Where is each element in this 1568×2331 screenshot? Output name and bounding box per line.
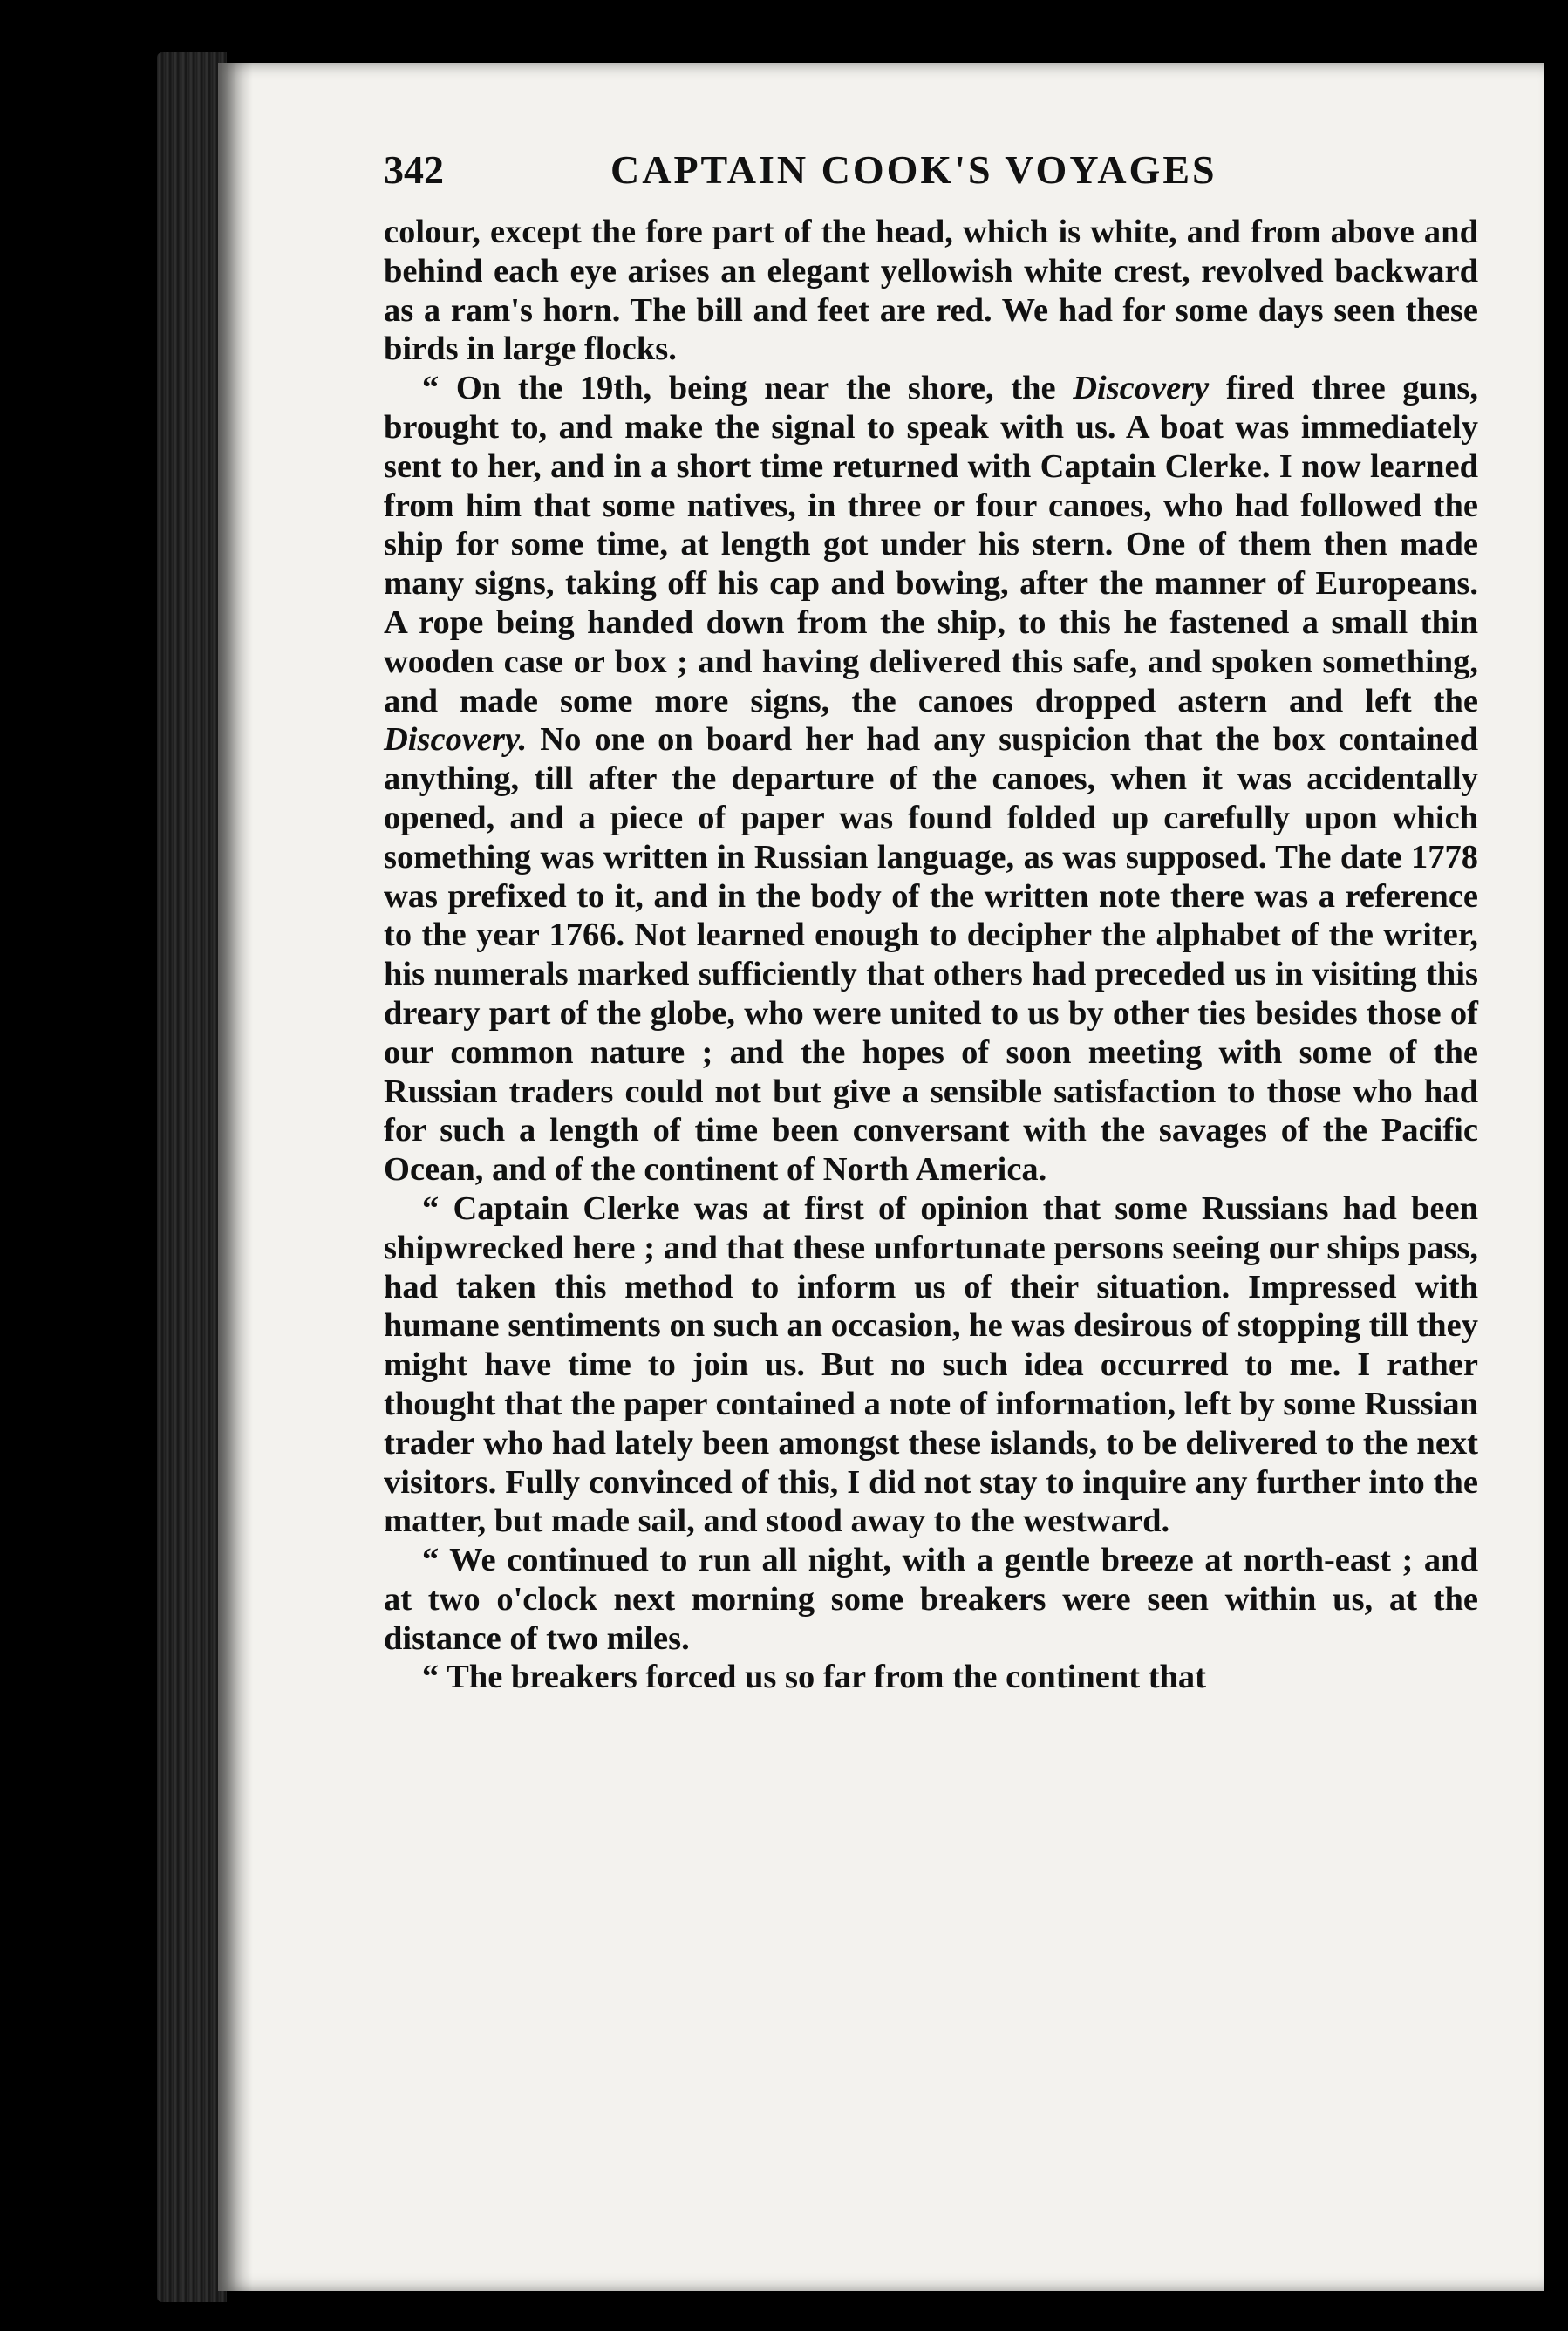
page-header: [384, 147, 1474, 208]
body-text: [384, 213, 1478, 1697]
paragraph-captain-clerke: [384, 1189, 1478, 1541]
ship-name-italic: Discovery.: [384, 721, 528, 759]
text-run: No one on board her had any suspicion that the box contained anything, till after the departure of the canoes, when it was accidentally opened, and a piece of paper was found folded up carefully upon which something was written in Russian language, as was supposed. The date 1778 was prefixed to it, and in the body of the written note there was a reference to the year 1766. Not learned enough to decipher the alphabet of the writer, his numerals marked sufficiently that others had preceded us in visiting this dreary part of the globe, who were united to us by other ties besides those of our common nature ; and the hopes of soon meeting with some of the Russian traders could not but give a sensible satisfaction to those who had for such a length of time been conversant with the savages of the Pacific Ocean, and of the continent of North America.: [384, 721, 1478, 1189]
text-run: fired three guns, brought to, and make the signal to speak with us. A boat was immediately sent to her, and in a short time returned with Captain Clerke. I now learned from him that some natives, in three or four canoes, who had followed the ship for some time, at length got under his stern. One of them then made many signs, taking off his cap and bowing, after the manner of Europeans. A rope being handed down from the ship, to this he fastened a small thin wooden case or box ; and having delivered this safe, and spoken something, and made some more signs, the canoes dropped astern and left the: [384, 370, 1478, 719]
text-run: “ The breakers forced us so far from the continent that: [422, 1659, 1206, 1696]
ship-name-italic: Discovery: [1073, 370, 1210, 407]
gutter-shadow: [218, 63, 253, 2291]
text-run: “ On the 19th, being near the shore, the: [422, 370, 1074, 407]
text-run: “ We continued to run all night, with a gentle breeze at north-east ; and at two o'clock next morning some breakers were seen within us, at the distance of two miles.: [384, 1542, 1478, 1657]
paragraph-breakers: [384, 1658, 1478, 1697]
page-number: 342: [384, 147, 444, 192]
paragraph-discovery-signal: [384, 369, 1478, 1189]
paragraph-continuation: [384, 213, 1478, 369]
text-run: “ Captain Clerke was at first of opinion that some Russians had been shipwrecked here ; and that these unfortunate persons seeing our ships pass, had taken this method to inform us of their situation. Impressed with humane sentiments on such an occasion, he was desirous of stopping till they might have time to join us. But no such idea occurred to me. I rather thought that the paper contained a note of information, left by some Russian trader who had lately been amongst these islands, to be delivered to the next visitors. Fully convinced of this, I did not stay to inquire any further into the matter, but made sail, and stood away to the westward.: [384, 1189, 1478, 1540]
paragraph-night-run: [384, 1541, 1478, 1658]
book-page: [218, 63, 1544, 2291]
book-edge: [157, 52, 227, 2302]
text-run: colour, except the fore part of the head, which is white, and from above and behind each eye arises an elegant yellowish white crest, revolved backward as a ram's horn. The bill and feet are red. We had for some days seen these birds in large flocks.: [384, 214, 1478, 368]
running-title: CAPTAIN COOK'S VOYAGES: [610, 147, 1217, 192]
